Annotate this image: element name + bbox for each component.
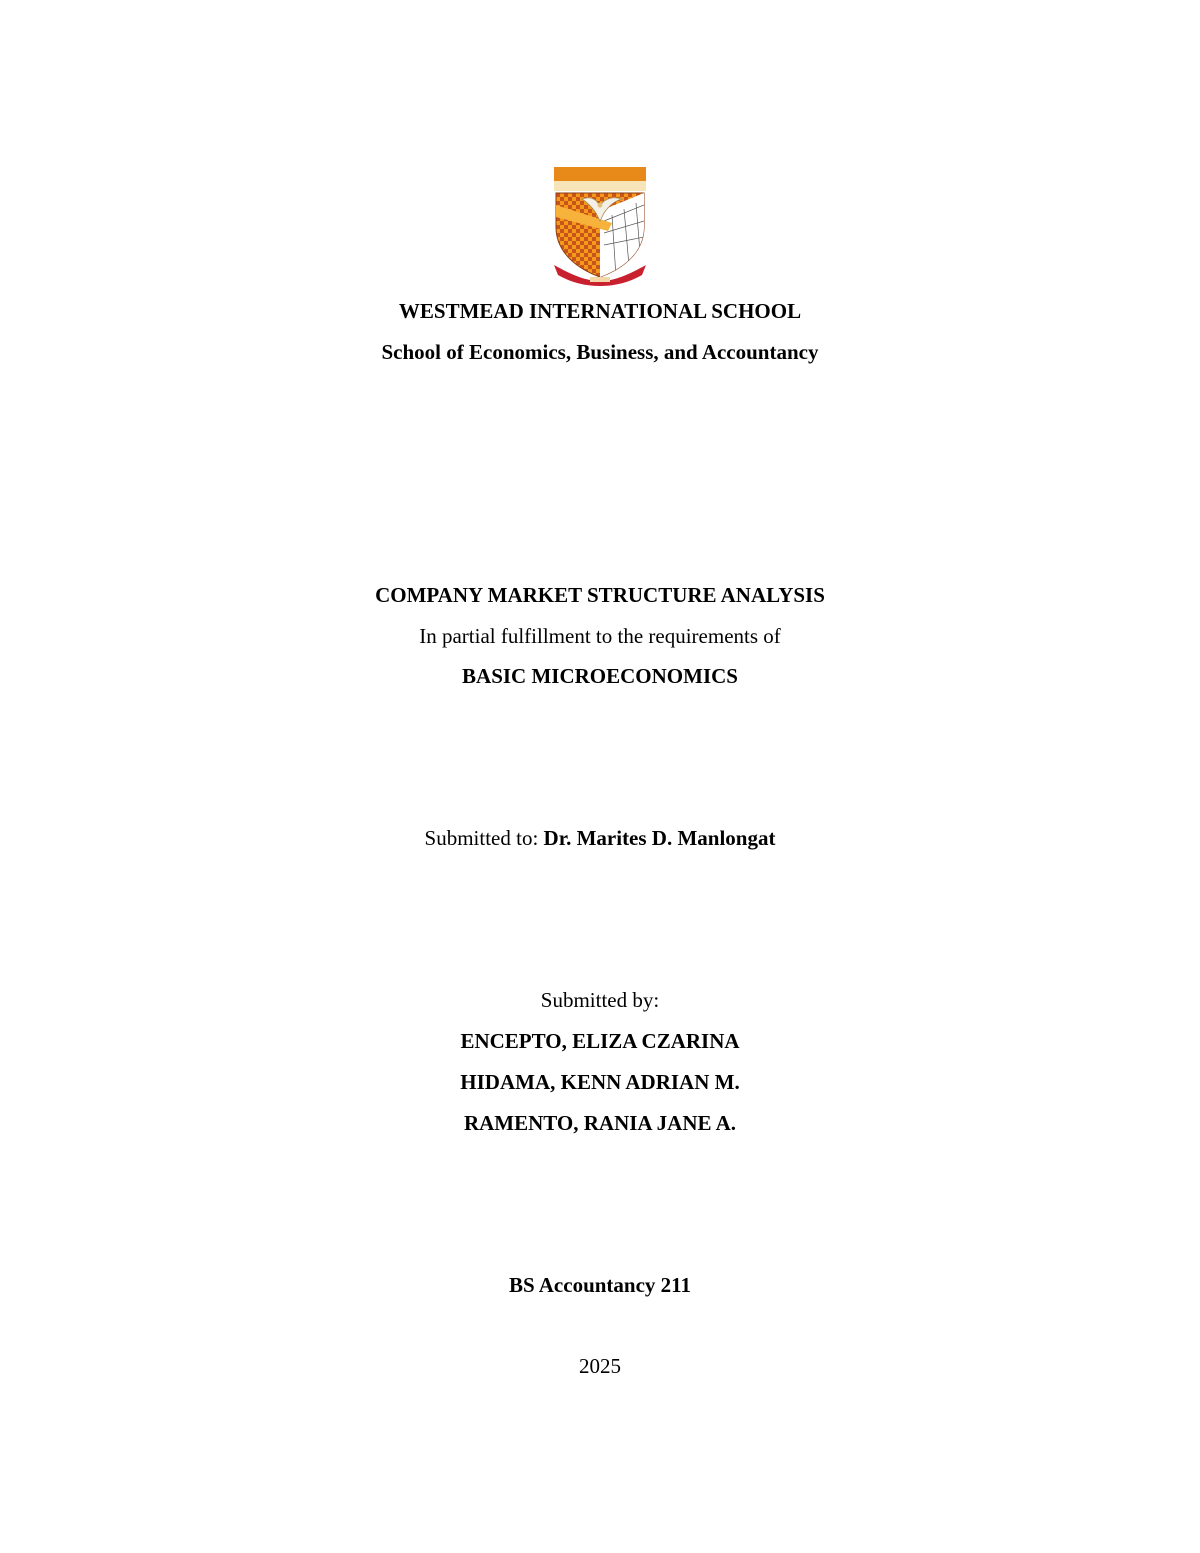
member-name: RAMENTO, RANIA JANE A. — [463, 1111, 737, 1135]
crest-subtitle-band — [554, 181, 646, 191]
course-name: BASIC MICROECONOMICS — [462, 664, 738, 688]
school-name: WESTMEAD INTERNATIONAL SCHOOL — [398, 299, 802, 323]
document-title: COMPANY MARKET STRUCTURE ANALYSIS — [375, 583, 825, 607]
member-name: ENCEPTO, ELIZA CZARINA — [460, 1029, 740, 1053]
crest-banner — [554, 167, 646, 181]
submitted-to — [0, 825, 1200, 851]
submitted-to-label: Submitted to: — [424, 826, 544, 850]
document-subtitle: In partial fulfillment to the requirements of — [419, 624, 781, 648]
section-name: BS Accountancy 211 — [508, 1273, 692, 1297]
department-name: School of Economics, Business, and Accountancy — [381, 340, 819, 364]
westmead-crest-icon — [552, 165, 648, 287]
year: 2025 — [579, 1354, 621, 1378]
submitted-to-name: Dr. Marites D. Manlongat — [543, 826, 776, 850]
member-name: HIDAMA, KENN ADRIAN M. — [460, 1070, 740, 1094]
submitted-by-label: Submitted by: — [540, 988, 660, 1012]
